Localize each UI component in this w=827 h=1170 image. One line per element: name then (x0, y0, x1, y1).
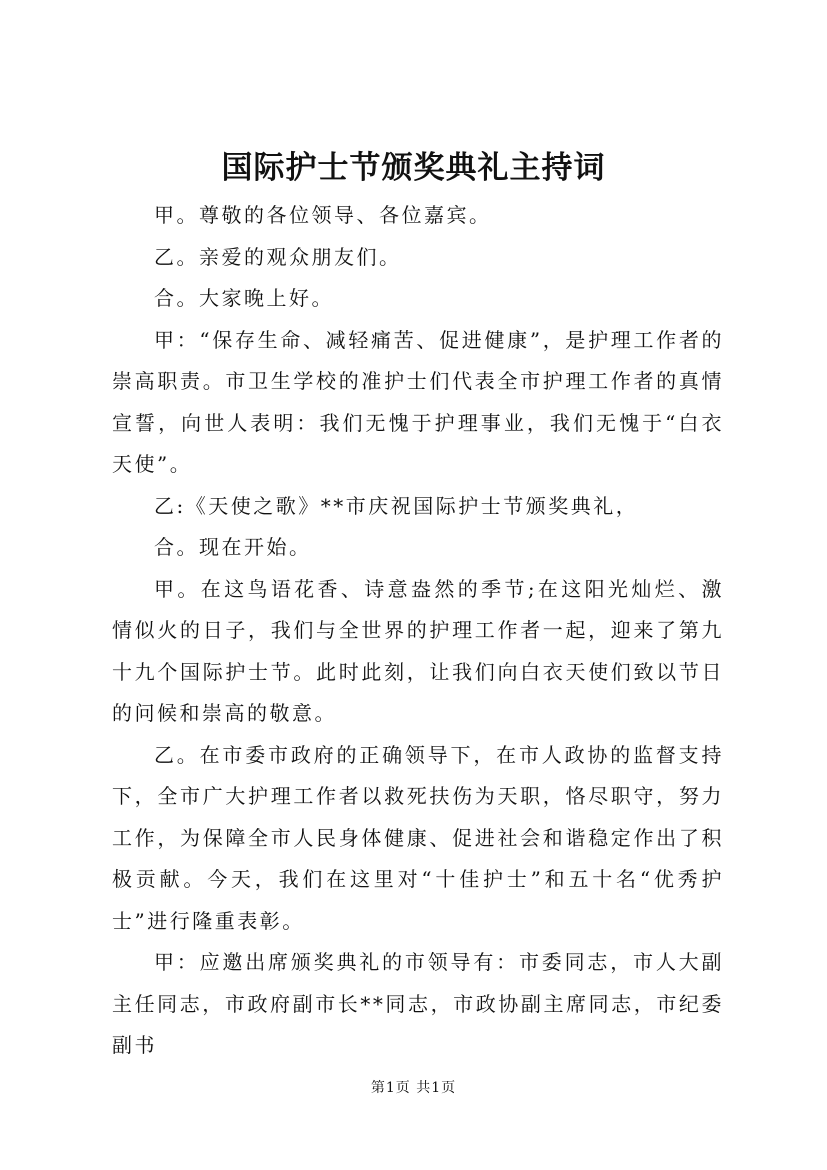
paragraph: 乙。在市委市政府的正确领导下，在市人政协的监督支持下，全市广大护理工作者以救死扶伤为天职，恪尽职守，努力工作，为保障全市人民身体健康、促进社会和谐稳定作出了积极贡献。今天，我们在这里对“十佳护士”和五十名“优秀护士”进行隆重表彰。 (112, 742, 724, 933)
paragraph: 合。现在开始。 (154, 535, 312, 559)
paragraph: 甲：“保存生命、减轻痛苦、促进健康”，是护理工作者的崇高职责。市卫生学校的准护士们代表全市护理工作者的真情宣誓，向世人表明：我们无愧于护理事业，我们无愧于“白衣天使”。 (112, 327, 724, 476)
paragraph: 甲。尊敬的各位领导、各位嘉宾。 (154, 203, 492, 227)
paragraph: 乙。亲爱的观众朋友们。 (154, 244, 402, 269)
document-title: 国际护士节颁奖典礼主持词 (221, 150, 606, 186)
document-body (112, 195, 724, 1067)
paragraph: 甲。在这鸟语花香、诗意盎然的季节;在这阳光灿烂、激情似火的日子，我们与全世界的护理工作者一起，迎来了第九十九个国际护士节。此时此刻，让我们向白衣天使们致以节日的问候和崇高的敬意。 (112, 576, 724, 725)
paragraph: 甲：应邀出席颁奖典礼的市领导有：市委同志，市人大副主任同志，市政府副市长**同志，市政协副主席同志，市纪委副书 (112, 950, 724, 1057)
paragraph: 乙:《天使之歌》**市庆祝国际护士节颁奖典礼， (154, 493, 639, 518)
page-footer: 第1页 共1页 (370, 1080, 457, 1096)
paragraph: 合。大家晚上好。 (154, 286, 334, 310)
